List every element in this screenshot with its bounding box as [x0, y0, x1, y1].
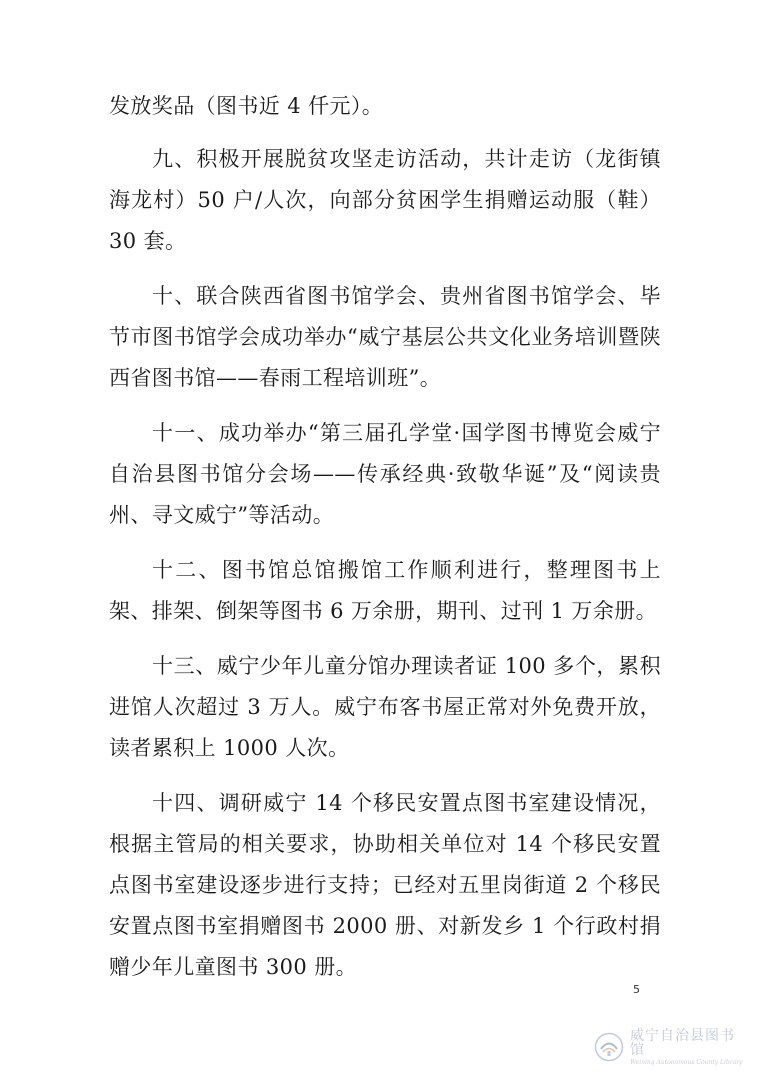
paragraph-item-12: 十二、图书馆总馆搬馆工作顺利进行，整理图书上架、排架、倒架等图书 6 万余册，期刊、过刊 1 万余册。	[109, 558, 661, 623]
paragraph-item-13: 十三、威宁少年儿童分馆办理读者证 100 多个，累积进馆人次超过 3 万人。威宁布客书屋正常对外免费开放，读者累积上 1000 人次。	[109, 654, 661, 760]
watermark-chinese: 威宁自治县图书馆	[630, 1027, 735, 1058]
paragraph-item-10: 十、联合陕西省图书馆学会、贵州省图书馆学会、毕节市图书馆学会成功举办“威宁基层公共文化业务培训暨陕西省图书馆——春雨工程培训班”。	[109, 284, 661, 390]
library-logo-icon	[594, 1032, 624, 1062]
paragraph-item-14: 十四、调研威宁 14 个移民安置点图书室建设情况，根据主管局的相关要求，协助相关单位对 14 个移民安置点图书室建设逐步进行支持；已经对五里岗街道 2 个移民安置点图书室捐赠图书 2000 册、对新发乡 1 个行政村捐赠少年儿童图书 300 册。	[109, 791, 661, 979]
paragraph-continuation: 发放奖品（图书近 4 仟元）。	[109, 94, 384, 118]
document-body	[109, 86, 661, 1002]
library-watermark	[594, 1029, 744, 1065]
watermark-text	[630, 1029, 744, 1066]
page-number: 5	[633, 983, 640, 996]
paragraph-item-9: 九、积极开展脱贫攻坚走访活动，共计走访（龙街镇海龙村）50 户/人次，向部分贫困学生捐赠运动服（鞋）30 套。	[109, 147, 661, 253]
watermark-english: Weining Autonomous County Library	[630, 1058, 743, 1066]
paragraph-item-11: 十一、成功举办“第三届孔学堂·国学图书博览会威宁自治县图书馆分会场——传承经典·致敬华诞”及“阅读贵州、寻文威宁”等活动。	[109, 421, 661, 527]
